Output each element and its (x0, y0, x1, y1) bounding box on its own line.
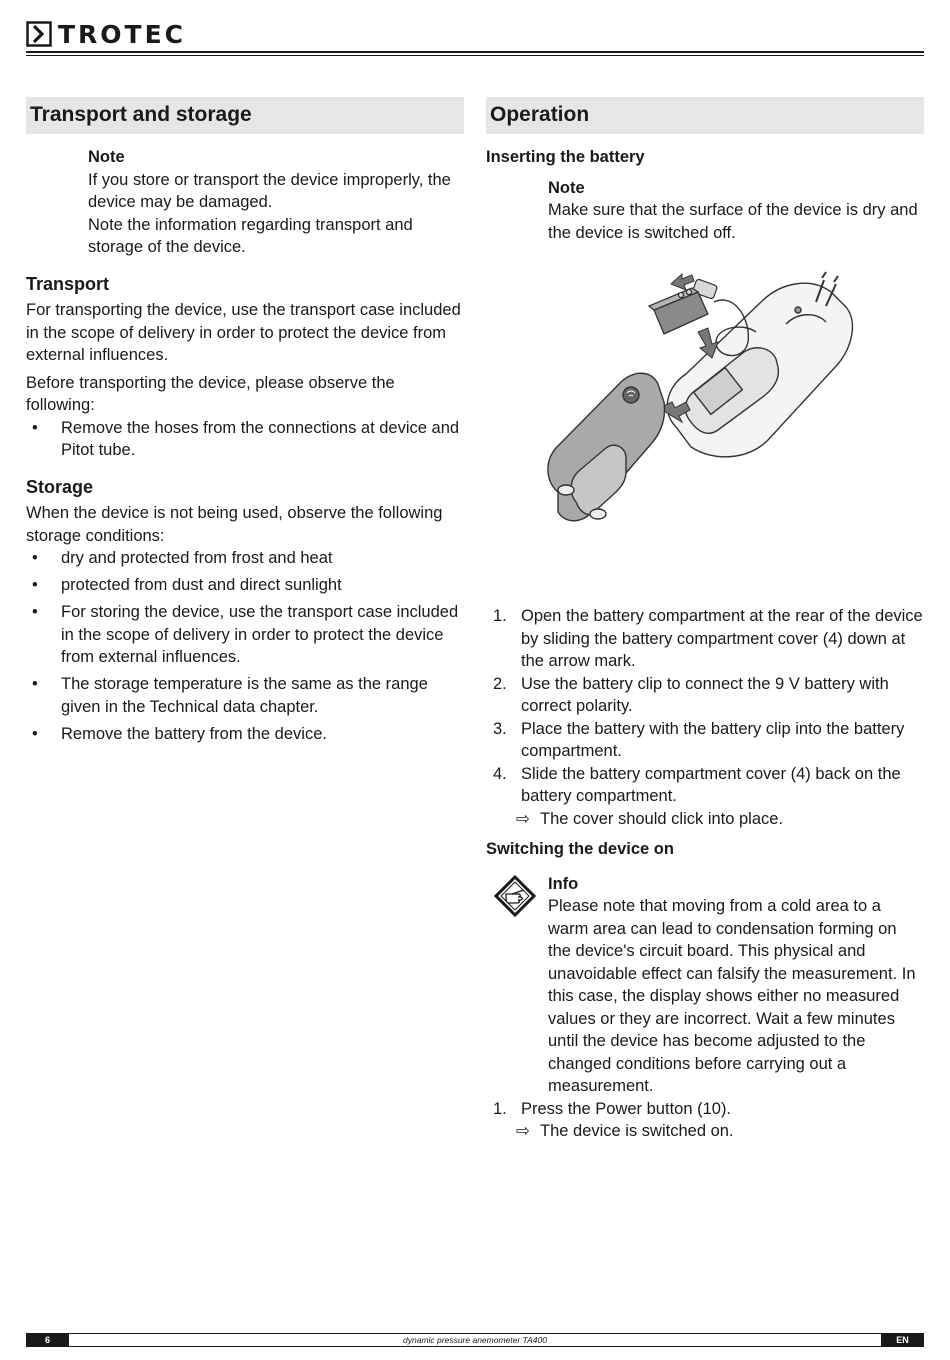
info-content (548, 873, 924, 1098)
inserting-battery-heading: Inserting the battery (486, 148, 645, 166)
storage-paragraph: When the device is not being used, observe the following storage conditions: (26, 504, 443, 545)
storage-list (26, 547, 464, 745)
logo-text: TROTEC (58, 19, 187, 49)
step-number: 4. (493, 764, 507, 783)
transport-paragraph: For transporting the device, use the transport case included in the scope of delivery in order to protect the device from external influences. (26, 301, 461, 364)
list-item (26, 547, 464, 570)
bullet-icon: • (32, 576, 38, 594)
step-item (486, 673, 924, 718)
page-footer (26, 1333, 924, 1347)
list-item (26, 673, 464, 718)
logo-chevron-icon (26, 21, 52, 47)
note-line: If you store or transport the device improperly, the device may be damaged. (88, 170, 451, 211)
step-number: 1. (493, 1099, 507, 1118)
header-rule (26, 51, 924, 53)
pointing-hand-info-icon (494, 875, 536, 917)
list-item (26, 601, 464, 669)
language-code: EN (881, 1334, 924, 1346)
result-arrow-icon: ⇨ (516, 1122, 530, 1140)
step-number: 3. (493, 719, 507, 738)
note-text: Make sure that the surface of the device is dry and the device is switched off. (548, 201, 918, 242)
bullet-icon: • (32, 724, 38, 743)
result-arrow-icon: ⇨ (516, 809, 530, 828)
step-text: Use the battery clip to connect the 9 V battery with correct polarity. (521, 674, 889, 715)
left-column (26, 97, 464, 750)
list-item (26, 417, 464, 462)
storage-note (88, 146, 464, 259)
list-item-text: Remove the battery from the device. (61, 724, 327, 743)
footer-document-title: dynamic pressure anemometer TA400 (403, 1335, 547, 1345)
list-item-text: dry and protected from frost and heat (61, 549, 333, 567)
battery-note (548, 177, 924, 245)
step-item (486, 605, 924, 673)
list-item (26, 723, 464, 746)
bullet-icon: • (32, 549, 38, 567)
step-text: Open the battery compartment at the rear of the device by sliding the battery compartment cover (4) down at the arrow mark. (521, 607, 923, 670)
note-title: Note (548, 178, 585, 197)
step-result (486, 808, 924, 831)
power-on-steps (486, 1098, 924, 1121)
step-text: Place the battery with the battery clip into the battery compartment. (521, 719, 905, 760)
info-title: Info (548, 874, 579, 893)
info-block (486, 873, 924, 1098)
trotec-logo (26, 20, 186, 48)
step-text: Slide the battery compartment cover (4) back on the battery compartment. (521, 764, 901, 805)
section-title-transport-storage: Transport and storage (26, 97, 464, 134)
transport-list (26, 417, 464, 462)
transport-paragraph: Before transporting the device, please observe the following: (26, 373, 395, 414)
bullet-icon: • (32, 418, 38, 437)
bullet-icon: • (32, 603, 38, 621)
step-item (486, 1098, 924, 1121)
switching-on-heading: Switching the device on (486, 840, 674, 858)
section-title-operation: Operation (486, 97, 924, 134)
battery-compartment-cover (548, 373, 665, 521)
step-number: 1. (493, 607, 507, 625)
result-text: The cover should click into place. (540, 809, 784, 828)
transport-heading: Transport (26, 273, 110, 294)
step-item (486, 718, 924, 763)
right-column (486, 97, 924, 1143)
result-text: The device is switched on. (540, 1122, 734, 1140)
step-item (486, 763, 924, 808)
step-text: Press the Power button (10). (521, 1099, 732, 1118)
storage-heading: Storage (26, 476, 94, 497)
note-line: Note the information regarding transport and storage of the device. (88, 215, 413, 256)
header-rule-thin (26, 55, 924, 56)
battery-steps (486, 605, 924, 808)
list-item-text: The storage temperature is the same as the range given in the Technical data chapter. (61, 675, 428, 716)
note-title: Note (88, 148, 125, 166)
page-number: 6 (26, 1334, 69, 1346)
step-number: 2. (493, 674, 507, 693)
step-result (486, 1120, 924, 1143)
battery (649, 288, 708, 334)
list-item-text: Remove the hoses from the connections at device and Pitot tube. (61, 418, 460, 459)
bullet-icon: • (32, 675, 38, 693)
list-item-text: protected from dust and direct sunlight (61, 576, 342, 594)
info-text: Please note that moving from a cold area to a warm area can lead to condensation forming on the device's circuit board. This physical and unavoidable effect can falsify the measurement. In this case, the display shows either no measured values or they are incorrect. Wait a few minutes until the device has become adjusted to the changed conditions before carrying out a measurement. (548, 897, 916, 1095)
list-item (26, 574, 464, 597)
device-battery-drawing (486, 262, 924, 587)
list-item-text: For storing the device, use the transport case included in the scope of delivery in order to protect the device from external influences. (61, 603, 459, 666)
battery-insertion-illustration (486, 262, 924, 587)
